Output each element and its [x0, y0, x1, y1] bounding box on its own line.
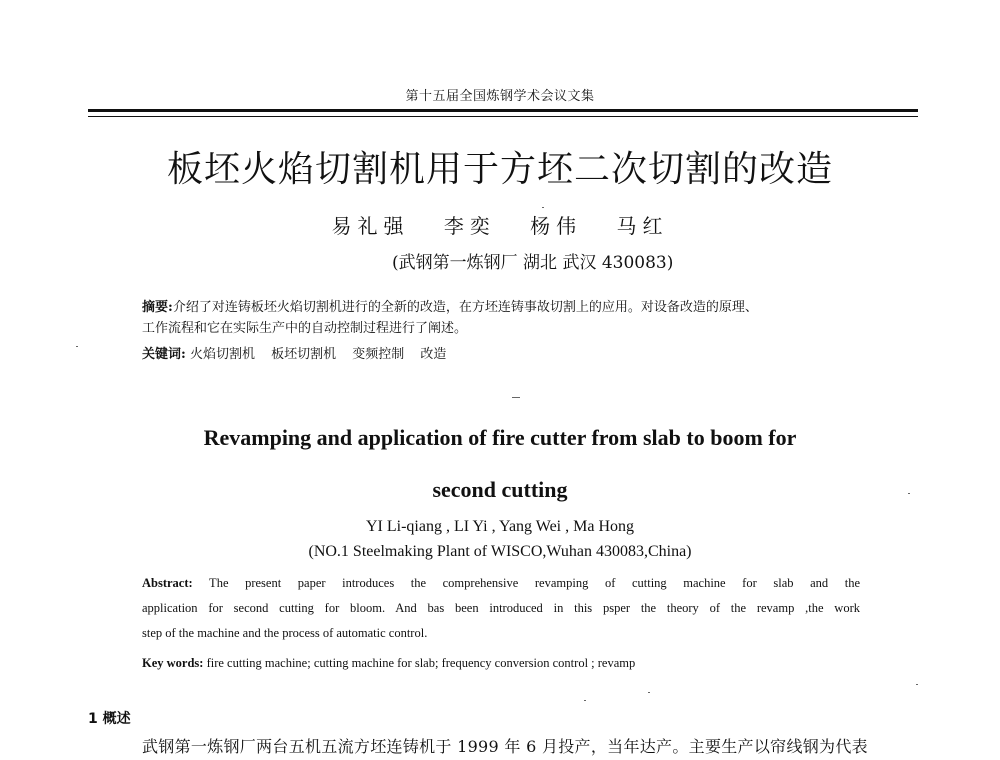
keyword-cn-4: 改造 — [420, 347, 447, 362]
keyword-cn-3: 变频控制 — [352, 347, 405, 362]
authors-english: YI Li-qiang , LI Yi , Yang Wei , Ma Hong — [365, 518, 635, 535]
scan-speck — [908, 493, 910, 494]
affiliation-chinese: (武钢第一炼钢厂 湖北 武汉 430083) — [392, 253, 674, 273]
abstract-chinese-line-2: 工作流程和它在实际生产中的自动控制过程进行了阐述。 — [142, 321, 468, 336]
keyword-cn-2: 板坯切割机 — [271, 347, 337, 362]
keywords-cn-label: 关键词: — [142, 347, 186, 362]
scan-speck — [542, 207, 544, 208]
abstract-en-text-1: The present paper introduces the comprehensive revamping of cutting machine for slab and the — [192, 576, 860, 590]
abstract-chinese-line-1 — [142, 297, 872, 318]
author-cn-2: 李奕 — [443, 214, 496, 238]
author-cn-3: 杨伟 — [530, 214, 583, 238]
running-header: 第十五届全国炼钢学术会议文集 — [405, 89, 595, 104]
abstract-cn-text-1: 介绍了对连铸板坯火焰切割机进行的全新的改造，在方坯连铸事故切割上的应用。对设备改造的原理、 — [172, 300, 758, 315]
title-chinese: 板坯火焰切割机用于方坯二次切割的改造 — [166, 149, 833, 190]
section-1-body-line-1: 武钢第一炼钢厂两台五机五流方坯连铸机于 1999 年 6 月投产，当年达产。主要生产以帘线钢为代表 — [142, 737, 868, 756]
abstract-english-line-1 — [142, 576, 860, 591]
keywords-chinese — [142, 343, 458, 362]
keyword-cn-1: 火焰切割机 — [189, 347, 255, 362]
title-english-line-2: second cutting — [432, 477, 568, 502]
scan-speck — [512, 397, 520, 398]
author-cn-4: 马红 — [616, 214, 669, 238]
abstract-cn-label: 摘要: — [142, 300, 173, 315]
abstract-en-label: Abstract: — [142, 576, 193, 590]
scan-speck — [916, 684, 918, 685]
scan-speck — [648, 692, 650, 693]
scan-speck — [76, 346, 78, 347]
scan-speck — [584, 700, 586, 701]
header-rule-thin — [88, 116, 918, 117]
abstract-english-line-2: application for second cutting for bloom. And bas been introduced in this psper the theory of the revamp ,the work — [142, 601, 860, 615]
keywords-en-label: Key words: — [142, 656, 204, 670]
abstract-english-line-3: step of the machine and the process of automatic control. — [142, 626, 428, 640]
header-rule-thick — [88, 109, 918, 112]
affiliation-english: (NO.1 Steelmaking Plant of WISCO,Wuhan 430083,China) — [308, 543, 692, 560]
section-1-heading: 1 概述 — [88, 711, 131, 727]
title-english-line-1: Revamping and application of fire cutter from slab to boom for — [203, 425, 797, 450]
author-cn-1: 易礼强 — [331, 214, 410, 238]
authors-chinese — [0, 210, 1000, 239]
keywords-en-text: fire cutting machine; cutting machine for slab; frequency conversion control ; revamp — [203, 656, 636, 670]
keywords-english — [142, 656, 635, 671]
